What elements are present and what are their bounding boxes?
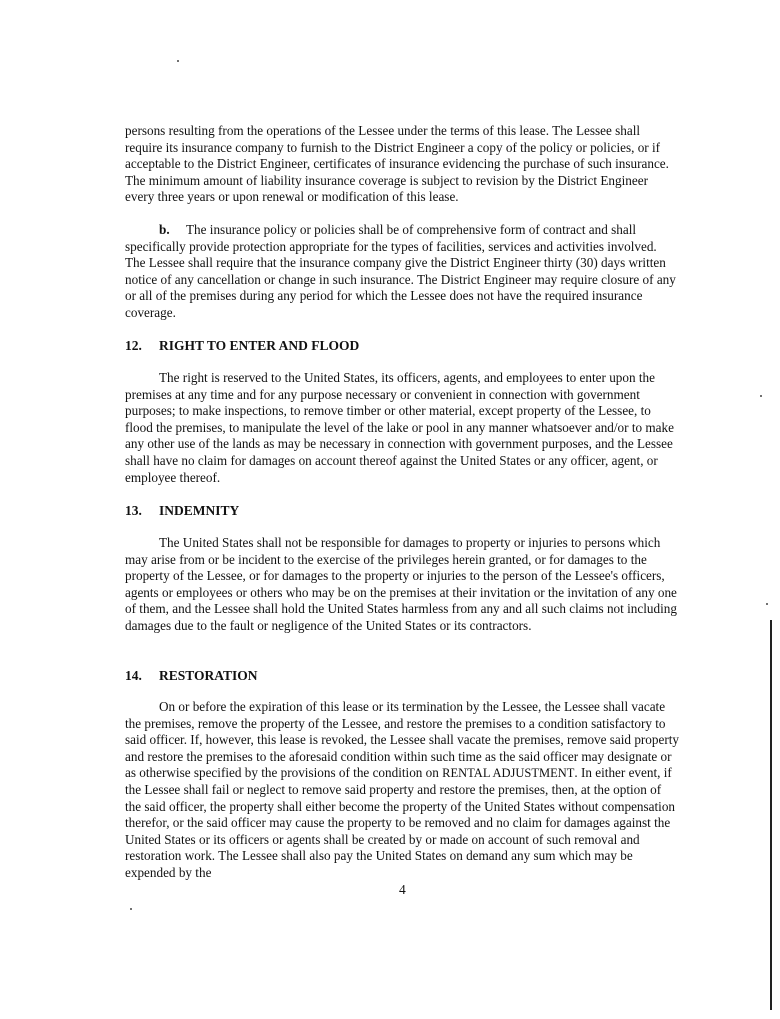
rental-adjustment-reference: RENTAL ADJUSTMENT [442, 766, 575, 781]
section-14-heading [125, 667, 258, 684]
section-12-number: 12. [125, 338, 142, 353]
section-12-body: The right is reserved to the United States, its officers, agents, and employees to enter upon the premises at any time and for any purpose necessary or convenient in connection with government purposes; to make inspections, to remove timber or other material, except property of the Lessee, to flood the premises, to manipulate the level of the lake or pool in any manner whatsoever and/or to make any other use of the lands as may be necessary in connection with government purposes, and the Lessee shall have no claim for damages on account thereof against the United States or any officer, agent, or employee thereof. [125, 370, 674, 485]
scan-speck [130, 908, 132, 910]
page-number: 4 [399, 882, 406, 897]
section-13-heading [125, 502, 239, 519]
section-13-title: INDEMNITY [159, 503, 240, 518]
section-14-body-part1: On or before the expiration of this lease or its termination by the Lessee, the Lessee shall vacate the premises, remove the property of the Lessee, and restore the premises to a condition satisfactory to said officer. If, however, this lease is revoked, the Lessee shall vacate the premises, remove said property and restore the premises to the aforesaid condition within such time as the said officer may designate or as otherwise specified by the provisions of the condition on [125, 699, 680, 781]
paragraph-insurance-continued: persons resulting from the operations of the Lessee under the terms of this lease. The Lessee shall require its insurance company to furnish to the District Engineer a copy of the policy or policies, or if acceptable to the District Engineer, certificates of insurance evidencing the purchase of such insurance. The minimum amount of liability insurance coverage is subject to revision by the District Engineer every three years or upon renewal or modification of this lease. [125, 123, 669, 205]
scan-speck [177, 60, 179, 62]
section-14-body [125, 699, 680, 882]
section-13-body: The United States shall not be responsible for damages to property or injuries to persons which may arise from or be incident to the exercise of the privileges herein granted, or for damages to the property of the Lessee, or for damages to the property or injuries to the person of the Lessee's officers, agents or employees or others who may be on the premises at their invitation or the invitation of any one of them, and the Lessee shall hold the United States harmless from any and all such claims not including damages due to the fault or negligence of the United States or its contractors. [125, 535, 677, 633]
item-b-text: The insurance policy or policies shall be of comprehensive form of contract and shall specifically provide protection appropriate for the types of facilities, services and activities involved. The Lessee shall require that the insurance company give the District Engineer thirty (30) days written notice of any cancellation or change in such insurance. The District Engineer may require closure of any or all of the premises during any period for which the Lessee does not have the required insurance coverage. [125, 222, 676, 320]
section-14-number: 14. [125, 668, 142, 683]
section-12-heading [125, 337, 359, 354]
section-14-body-part2: . In either event, if the Lessee shall fail or neglect to remove said property and restore the premises, then, at the option of the said officer, the property shall either become the property of the United States without compensation therefor, or the said officer may cause the property to be removed and no claim for damages against the United States or its officers or agents shall be created by or made on account of such removal and restoration work. The Lessee shall also pay the United States on demand any sum which may be expended by the [125, 765, 676, 880]
scan-speck [760, 395, 762, 397]
scan-edge-line [770, 620, 772, 1010]
item-b-label: b. [159, 222, 170, 237]
section-12-title: RIGHT TO ENTER AND FLOOD [159, 338, 360, 353]
paragraph-item-b [125, 222, 680, 322]
scan-speck [766, 603, 768, 605]
section-13-number: 13. [125, 503, 142, 518]
section-14-title: RESTORATION [159, 668, 258, 683]
